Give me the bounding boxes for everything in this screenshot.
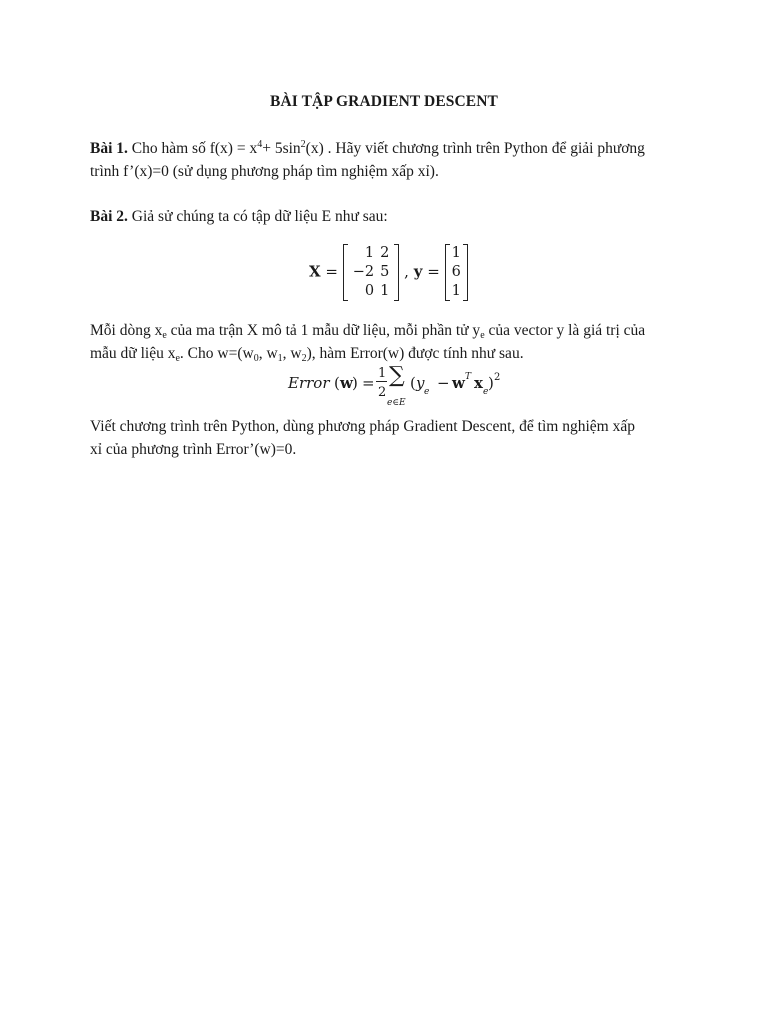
sum-index: e∈E	[387, 398, 406, 408]
subscript-e: e	[480, 330, 485, 341]
data-description	[90, 319, 690, 365]
term-y: y	[416, 374, 425, 392]
desc-text: mẫu dữ liệu x	[90, 345, 176, 362]
matrix-x-symbol: X	[309, 262, 321, 281]
exercise-1	[90, 137, 690, 183]
subscript-1: 1	[277, 353, 283, 364]
term-x-subscript: e	[483, 387, 489, 397]
matrix-x-cell: 0	[364, 283, 375, 299]
exercise-2-label: Bài 2.	[90, 208, 128, 225]
desc-text: . Cho w=(w	[179, 345, 254, 362]
matrix-x-cell: 1	[380, 283, 390, 299]
matrix-x-cell: 1	[364, 245, 375, 261]
vector-y-cell: 1	[451, 245, 461, 261]
exercise-2	[90, 205, 690, 228]
term-w: w	[452, 374, 465, 392]
exercise-1-line-2: trình f’(x)=0 (sử dụng phương pháp tìm nghiệm xấp xỉ).	[90, 163, 439, 180]
open-paren: (	[334, 374, 340, 392]
term-x: x	[474, 374, 483, 392]
exercise-1-text-b: + 5sin	[262, 140, 301, 157]
data-description-line-2	[90, 342, 690, 365]
exercise-2-intro: Giả sử chúng ta có tập dữ liệu E như sau:	[127, 208, 388, 225]
desc-text: của vector y là giá trị của	[484, 322, 646, 339]
matrix-x-cell: 5	[380, 264, 390, 280]
close-paren: )	[488, 374, 494, 392]
transpose-superscript: T	[465, 372, 472, 382]
final-instruction-line-2: xỉ của phương trình Error’(w)=0.	[90, 441, 297, 458]
matrix-equals-sign: =	[325, 262, 338, 281]
close-paren: )	[352, 374, 358, 392]
exponent-2: 2	[300, 139, 306, 150]
vector-y-symbol: y	[413, 262, 423, 281]
vector-y	[445, 244, 468, 301]
subscript-0: 0	[253, 353, 259, 364]
minus-sign: −	[437, 374, 450, 392]
desc-text: ), hàm Error(w) được tính như sau.	[306, 345, 524, 362]
power-superscript: 2	[494, 372, 501, 383]
matrix-x	[343, 244, 400, 301]
desc-text: của ma trận X mô tả 1 mẫu dữ liệu, mỗi phần tử y	[166, 322, 481, 339]
open-paren: (	[410, 374, 416, 392]
vector-y-cell: 1	[451, 283, 461, 299]
sum-symbol: ∑	[389, 363, 405, 388]
desc-text: Mỗi dòng x	[90, 322, 163, 339]
error-arg: w	[340, 374, 353, 392]
document-title: BÀI TẬP GRADIENT DESCENT	[270, 93, 498, 110]
formula-equals: =	[362, 374, 375, 392]
final-instruction-line-1: Viết chương trình trên Python, dùng phương pháp Gradient Descent, để tìm nghiệm xấp	[90, 418, 635, 435]
fraction-denominator: 2	[378, 385, 387, 400]
matrix-equation	[309, 244, 468, 301]
subscript-e: e	[162, 330, 167, 341]
subscript-e: e	[175, 353, 180, 364]
exercise-1-text-c: (x) . Hãy viết chương trình trên Python để giải phương	[305, 140, 645, 157]
desc-text: , w	[282, 345, 302, 362]
term-y-subscript: e	[424, 387, 430, 397]
matrix-x-cell: 2	[380, 245, 390, 261]
fraction-numerator: 1	[378, 366, 387, 381]
matrix-x-cell: −2	[352, 264, 375, 280]
error-formula	[288, 363, 508, 410]
data-description-line-1	[90, 319, 690, 342]
matrix-separator: ,	[404, 262, 409, 281]
final-instruction	[90, 415, 690, 461]
vector-equals-sign: =	[427, 262, 440, 281]
desc-text: , w	[258, 345, 278, 362]
exercise-1-line-1	[90, 137, 690, 160]
subscript-2: 2	[301, 353, 307, 364]
exercise-1-label: Bài 1.	[90, 140, 128, 157]
error-function-name: Error	[288, 374, 330, 392]
exercise-1-text-a: Cho hàm số f(x) = x	[127, 140, 258, 157]
exponent-4: 4	[257, 139, 263, 150]
vector-y-cell: 6	[451, 264, 461, 280]
